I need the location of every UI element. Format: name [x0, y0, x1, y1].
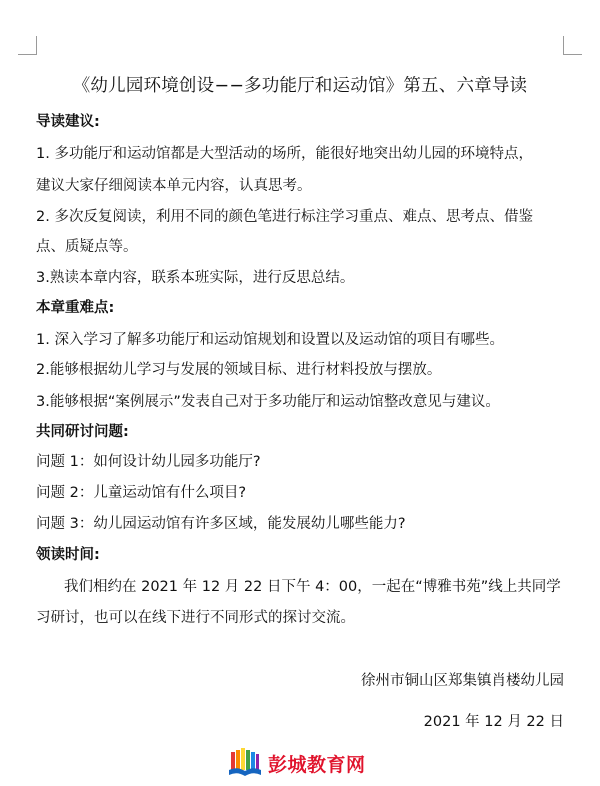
open-book-icon: [228, 748, 262, 778]
guide-line: 3.熟读本章内容，联系本班实际，进行反思总结。: [36, 270, 355, 286]
question-line: 问题 1：如何设计幼儿园多功能厅?: [36, 454, 261, 470]
guide-line: 2. 多次反复阅读，利用不同的颜色笔进行标注学习重点、难点、思考点、借鉴: [36, 209, 533, 225]
section-heading-key-points: 本章重难点:: [36, 300, 115, 316]
guide-line: 1. 多功能厅和运动馆都是大型活动的场所，能很好地突出幼儿园的环境特点，: [36, 146, 533, 162]
page-corner-mark-left: [18, 36, 37, 55]
guide-line: 点、质疑点等。: [36, 239, 138, 255]
key-point-line: 2.能够根据幼儿学习与发展的领域目标、进行材料投放与摆放。: [36, 362, 442, 378]
page-corner-mark-right: [563, 36, 582, 55]
section-heading-questions: 共同研讨问题:: [36, 424, 129, 440]
reading-time-line: 我们相约在 2021 年 12 月 22 日下午 4：00，一起在“博雅书苑”线上共同学: [64, 579, 561, 595]
site-watermark-logo: [228, 748, 366, 778]
guide-line: 建议大家仔细阅读本单元内容，认真思考。: [36, 178, 312, 194]
key-point-line: 1. 深入学习了解多功能厅和运动馆规划和设置以及运动馆的项目有哪些。: [36, 332, 504, 348]
document-title: 《幼儿园环境创设−−多功能厅和运动馆》第五、六章导读: [72, 76, 528, 96]
question-line: 问题 3：幼儿园运动馆有许多区域，能发展幼儿哪些能力?: [36, 516, 406, 532]
question-line: 问题 2：儿童运动馆有什么项目?: [36, 485, 247, 501]
section-heading-reading-time: 领读时间:: [36, 547, 100, 563]
site-watermark-text: 彭城教育网: [268, 753, 366, 776]
key-point-line: 3.能够根据“案例展示”发表自己对于多功能厅和运动馆整改意见与建议。: [36, 394, 500, 410]
reading-time-line: 习研讨，也可以在线下进行不同形式的探讨交流。: [36, 610, 355, 626]
signature-organization: 徐州市铜山区郑集镇肖楼幼儿园: [361, 673, 564, 689]
signature-date: 2021 年 12 月 22 日: [423, 714, 564, 730]
section-heading-guide: 导读建议:: [36, 114, 100, 130]
